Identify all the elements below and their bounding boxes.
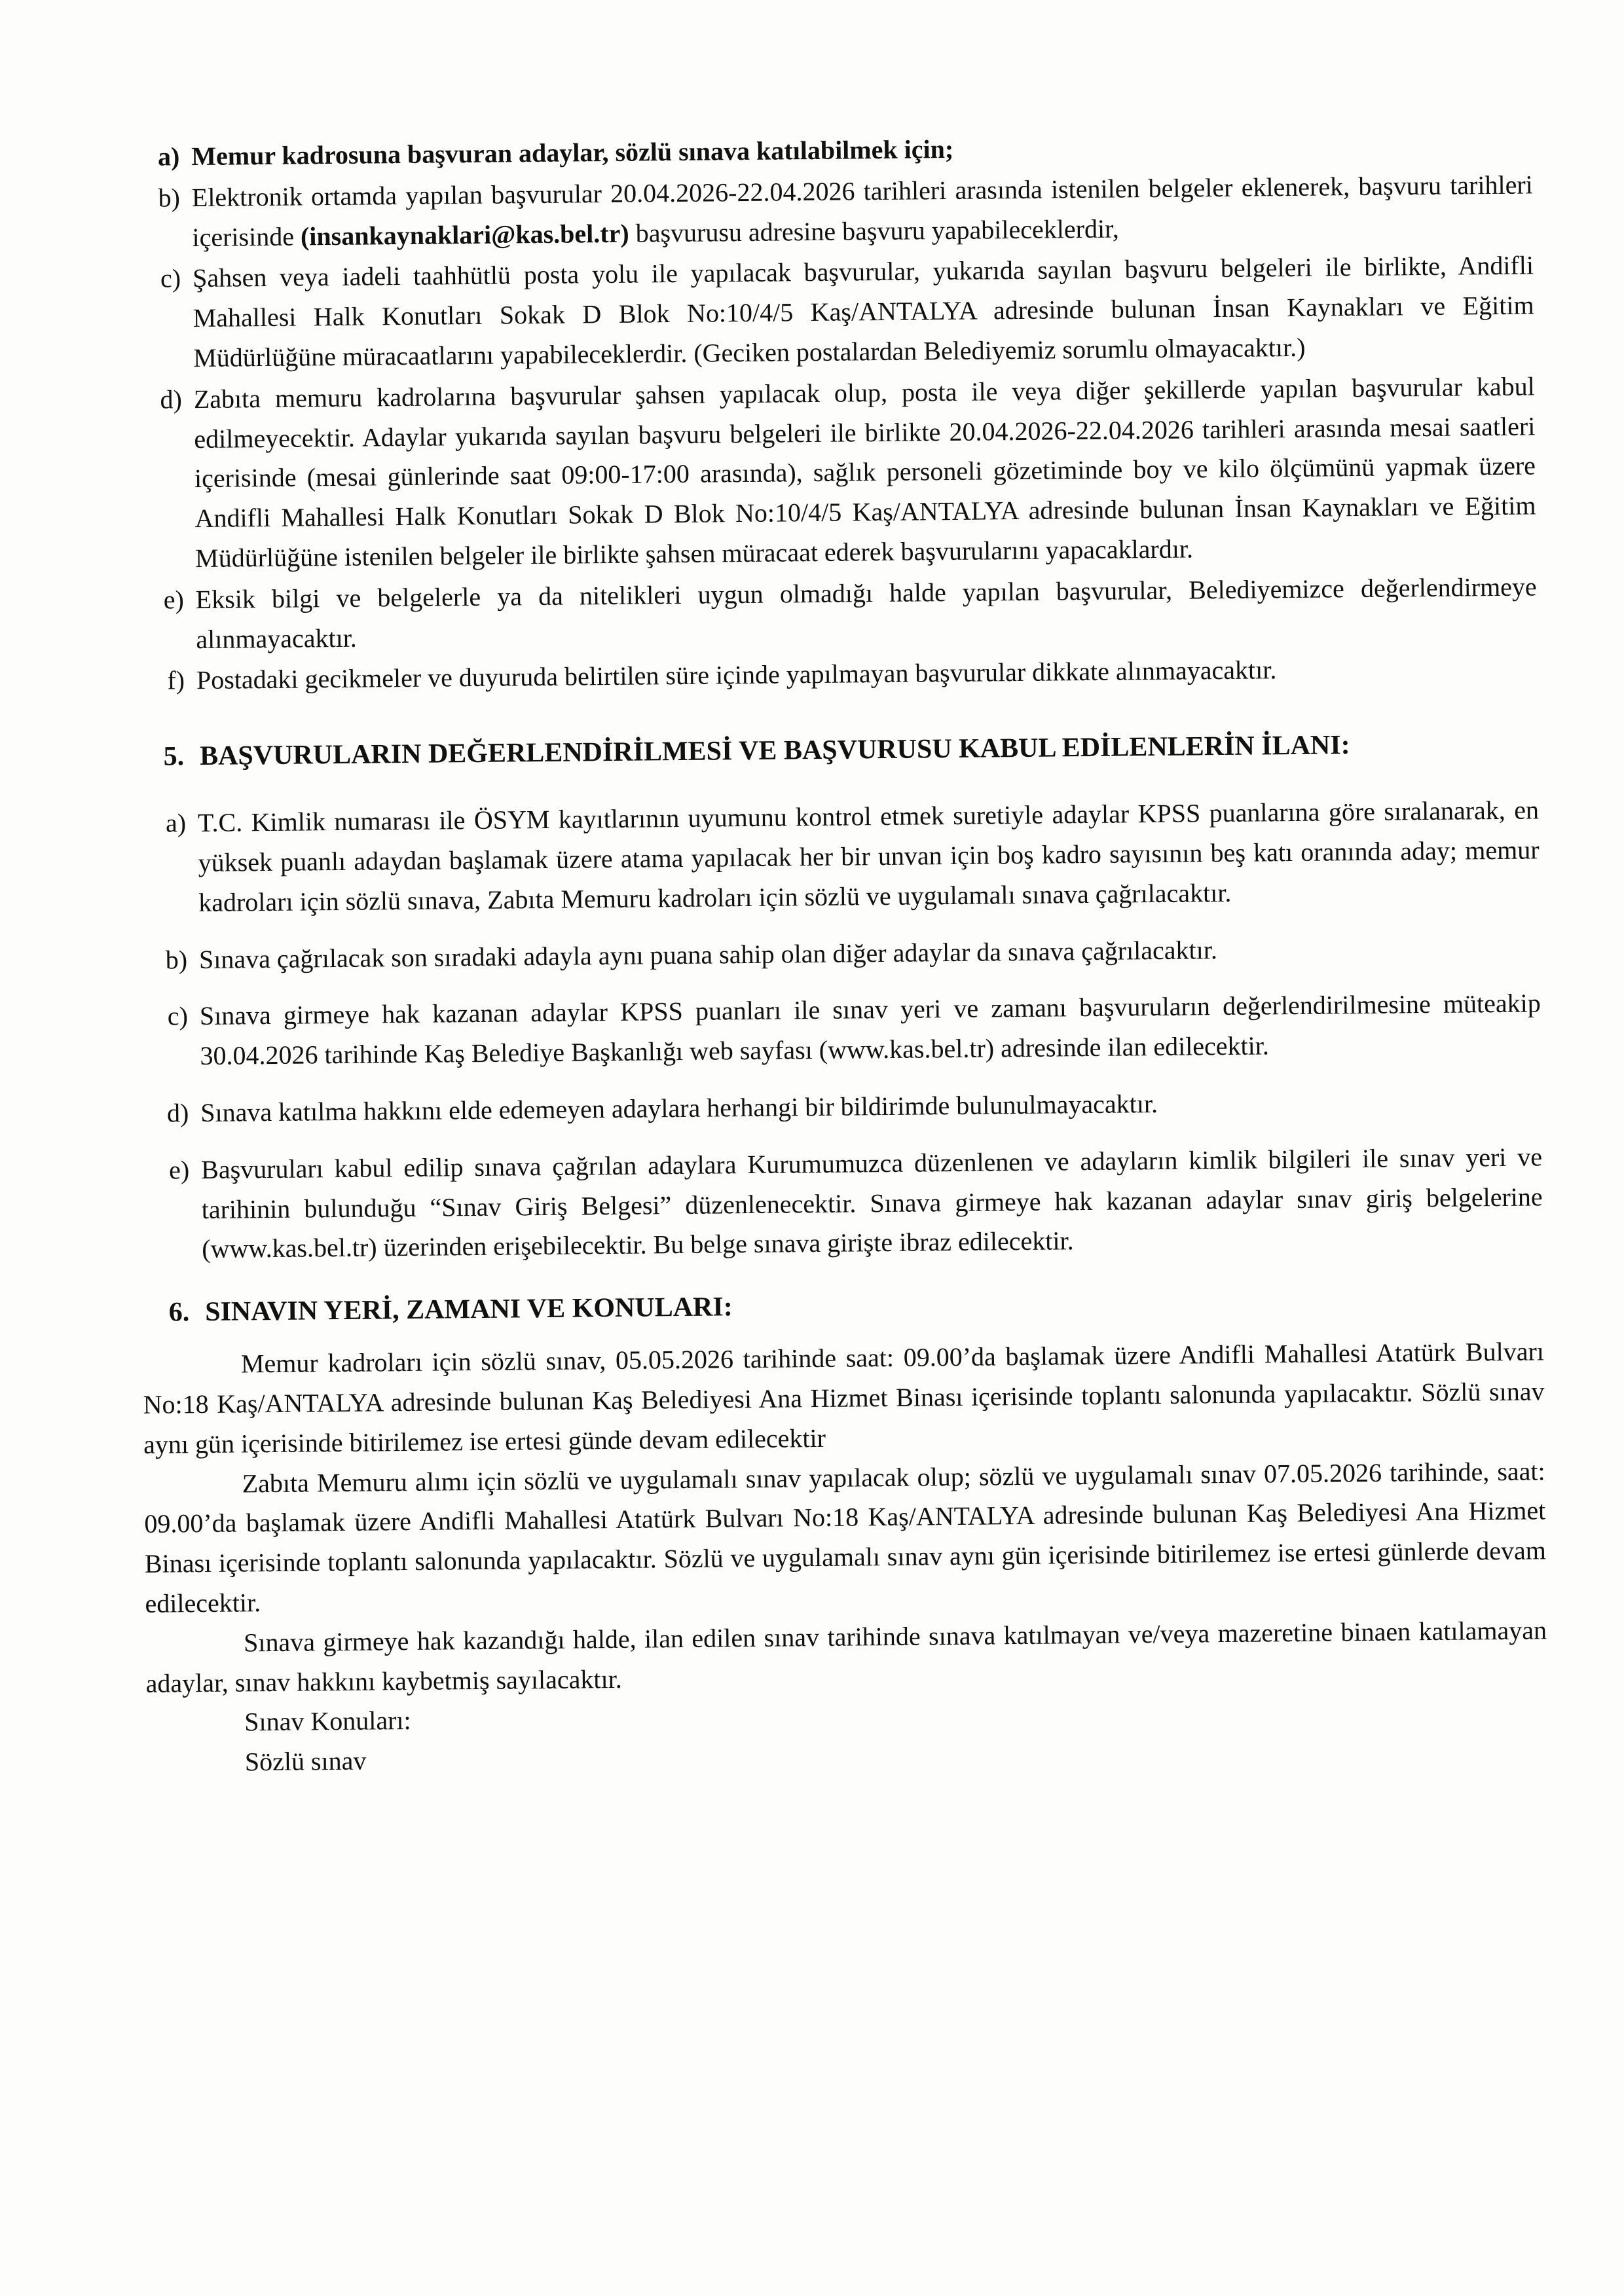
list-marker: d): [160, 384, 183, 414]
section5-item-list: [138, 791, 1543, 1270]
list-marker: c): [167, 1001, 189, 1031]
list-item-text-after: başvurusu adresine başvuru yapabileceklerdir,: [629, 213, 1119, 248]
section-6-paragraph: Zabıta Memuru alımı için sözlü ve uygulamalı sınav yapılacak olup; sözlü ve uygulamalı sınav 07.05.2026 tarihinde, saat: 09.00’da başlamak üzere Andifli Mahallesi Atatürk Bulvarı No:18 Kaş/ANTALYA adresinde bulunan Kaş Belediyesi Ana Hizmet Binası içerisinde toplantı salonunda yapılacaktır. Sözlü ve uygulamalı sınav aynı gün içerisinde bitirilemez ise ertesi günlerde devam edilecektir.: [144, 1455, 1547, 1618]
section-6-heading: [142, 1279, 1544, 1334]
list-marker: a): [165, 808, 187, 838]
list-item-text-before: Elektronik ortamda yapılan başvurular 20.04.2026-22.04.2026 tarihleri arasında istenilen belgeler eklenerek, başvuru tarihleri içerisinde: [191, 170, 1534, 252]
list-marker: e): [168, 1154, 190, 1185]
section4-item-list: [131, 124, 1538, 701]
list-item: [138, 791, 1540, 924]
list-item-text: Memur kadrosuna başvuran adaylar, sözlü sınava katılabilmek için;: [191, 134, 954, 172]
list-item: [132, 165, 1534, 258]
list-item-text: Şahsen veya iadeli taahhütlü posta yolu ile yapılacak başvurular, yukarıda sayılan başvuru belgeleri ile birlikte, Andifli Mahallesi Halk Konutları Sokak D Blok No:10/4/5 Kaş/ANTALYA adresinde bulunan İnsan Kaynakları ve Eğitim Müdürlüğüne müracaatlarını yapabileceklerdir. (Geciken postalardan Belediyemiz sorumlu olmayacaktır.): [192, 250, 1534, 373]
page-skew-wrapper: [131, 124, 1547, 1783]
list-item: [141, 1137, 1543, 1270]
exam-subjects-item: Sözlü sınav: [244, 1745, 367, 1777]
list-item: [132, 246, 1535, 379]
section-6-title: SINAVIN YERİ, ZAMANI VE KONULARI:: [205, 1292, 733, 1328]
list-item-text: Postadaki gecikmeler ve duyuruda belirtilen süre içinde yapılmayan başvurular dikkate alınmayacaktır.: [196, 655, 1277, 695]
list-marker: e): [163, 585, 184, 615]
list-item: [139, 927, 1540, 980]
list-item-text: T.C. Kimlik numarası ile ÖSYM kayıtlarının uyumunu kontrol etmek suretiyle adaylar KPSS puanlarına göre sıralanarak, en yüksek puanlı adaydan başlamak üzere atama yapılacak her bir unvan için boş kadro sayısının beş katı oranında aday; memur kadroları için sözlü sınava, Zabıta Memuru kadroları için sözlü ve uygulamalı sınava çağrılacaktır.: [197, 795, 1540, 917]
list-marker: b): [165, 944, 188, 975]
list-item: [140, 1080, 1541, 1133]
list-marker: c): [160, 263, 181, 293]
list-item-text: Başvuruları kabul edilip sınava çağrılan adaylara Kurumumuzca düzenlenen ve adayların kimlik bilgileri ile sınav yeri ve tarihinin bulunduğu “Sınav Giriş Belgesi” düzenlenecektir. Sınava girmeye hak kazanan adaylar sınav giriş belgelerine (www.kas.bel.tr) üzerinden erişebilecektir. Bu belge sınava girişte ibraz edilecektir.: [200, 1142, 1543, 1264]
list-item: [135, 567, 1537, 660]
list-item-text: Sınava girmeye hak kazanan adaylar KPSS puanları ile sınav yeri ve zamanı başvuruların değerlendirilmesine müteakip 30.04.2026 tarihinde Kaş Belediye Başkanlığı web sayfası (www.kas.bel.tr) adresinde ilan edilecektir.: [199, 988, 1541, 1071]
section-5-heading: [137, 723, 1595, 778]
email-address: (insankaynaklari@kas.bel.tr): [300, 218, 629, 251]
list-item-text: Sınava katılma hakkını elde edemeyen adaylara herhangi bir bildirimde bulunulmayacaktır.: [200, 1088, 1158, 1127]
list-item-text: Eksik bilgi ve belgelerle ya da nitelikleri uygun olmadığı halde yapılan başvurular, Belediyemizce değerlendirmeye alınmayacaktır.: [195, 572, 1537, 654]
section-6-paragraph: Memur kadroları için sözlü sınav, 05.05.2026 tarihinde saat: 09.00’da başlamak üzere Andifli Mahallesi Atatürk Bulvarı No:18 Kaş/ANTALYA adresinde bulunan Kaş Belediyesi Ana Hizmet Binası içerisinde toplantı salonunda yapılacaktır. Sözlü sınav aynı gün içerisinde bitirilemez ise ertesi günde devam edilecektir: [143, 1336, 1545, 1459]
document-body: [131, 124, 1548, 1783]
list-marker: f): [167, 665, 185, 695]
section-6-paragraph: Sınava girmeye hak kazandığı halde, ilan edilen sınav tarihinde sınava katılmayan ve/veya mazeretine binaen katılamayan adaylar, sınav hakkını kaybetmiş sayılacaktır.: [145, 1615, 1547, 1698]
section-5-number: 5.: [163, 741, 185, 772]
section-5-title: BAŞVURULARIN DEĞERLENDİRİLMESİ VE BAŞVURUSU KABUL EDİLENLERİN İLANI:: [199, 730, 1350, 772]
exam-subjects-label: Sınav Konuları:: [244, 1705, 411, 1737]
list-item-text: Sınava çağrılacak son sıradaki adayla aynı puana sahip olan diğer adaylar da sınava çağrılacaktır.: [198, 934, 1218, 974]
list-item-text: Zabıta memuru kadrolarına başvurular şahsen yapılacak olup, posta ile veya diğer şekillerde yapılan başvurular kabul edilmeyecektir. Adaylar yukarıda sayılan başvuru belgeleri ile birlikte 20.04.2026-22.04.2026 tarihleri arasında mesai saatleri içerisinde (mesai günlerinde saat 09:00-17:00 arasında), sağlık personeli gözetiminde boy ve kilo ölçümünü yapmak üzere Andifli Mahallesi Halk Konutları Sokak D Blok No:10/4/5 Kaş/ANTALYA adresinde bulunan İnsan Kaynakları ve Eğitim Müdürlüğüne istenilen belgeler ile birlikte şahsen müracaat ederek başvurularını yapacaklardır.: [193, 371, 1536, 574]
list-marker: a): [157, 141, 180, 172]
list-item: [139, 984, 1541, 1077]
list-item: [134, 367, 1537, 579]
section-6-number: 6.: [168, 1297, 190, 1328]
list-marker: b): [158, 183, 181, 213]
list-marker: d): [166, 1098, 189, 1128]
